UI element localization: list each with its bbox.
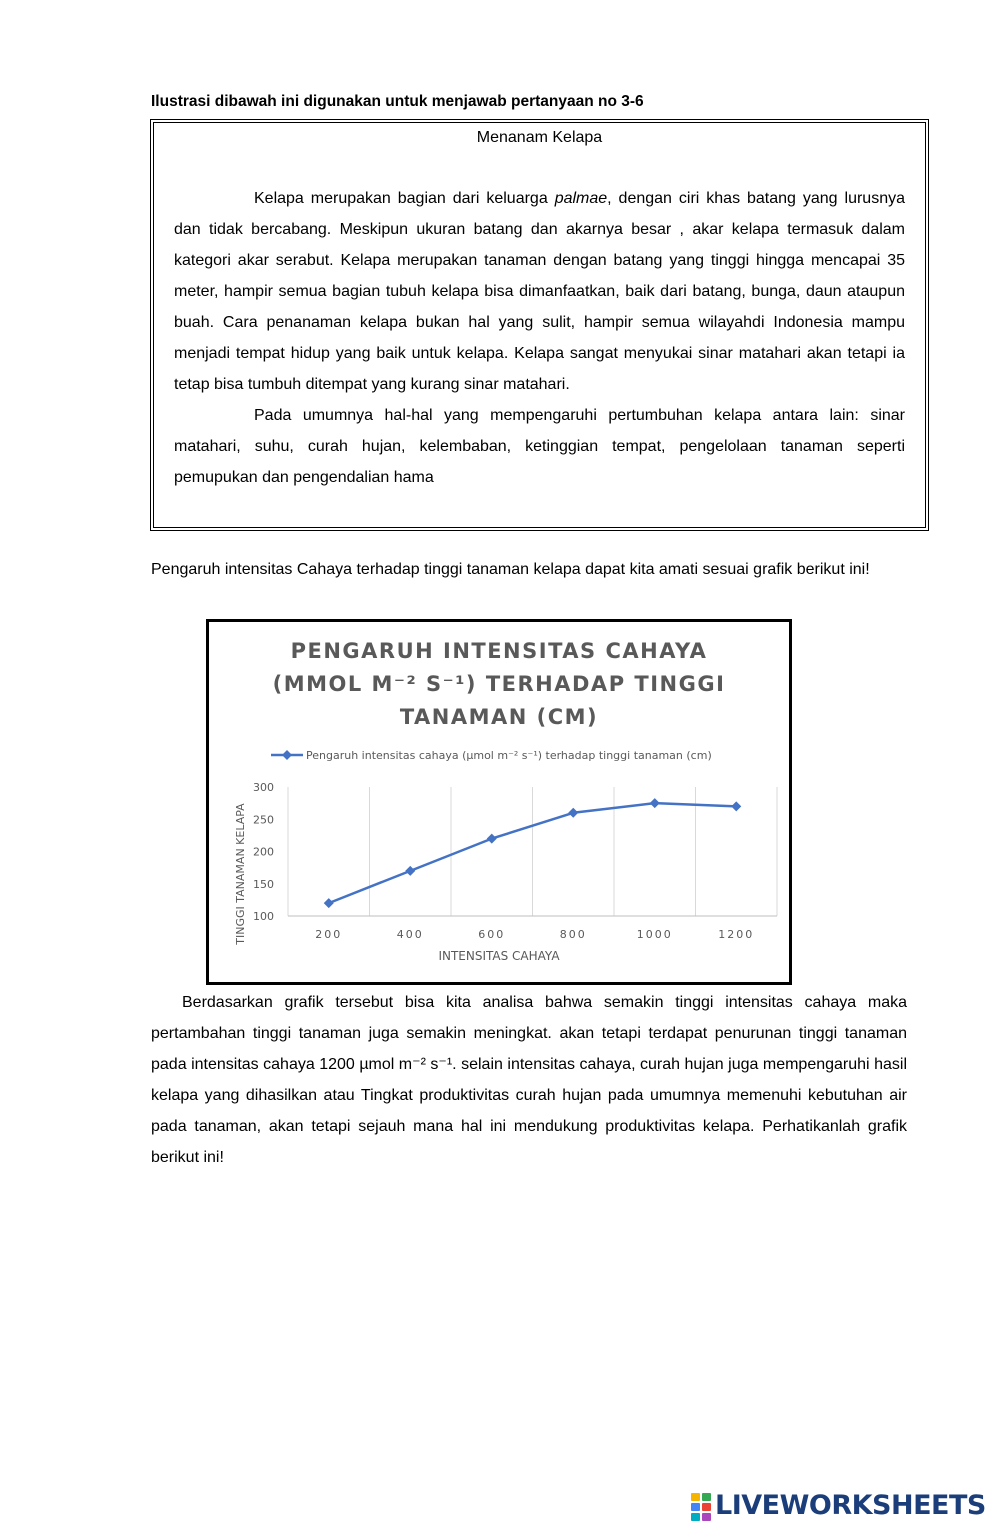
logo-square [691,1513,700,1521]
data-point [650,798,660,808]
analysis-paragraph: Berdasarkan grafik tersebut bisa kita analisa bahwa semakin tinggi intensitas cahaya maka pertambahan tinggi tanaman juga semakin meningkat. akan tetapi terdapat penurunan tinggi tanaman pada intensitas cahaya 1200 µmol m⁻² s⁻¹. selain intensitas cahaya, curah hujan juga mempengaruhi hasil kelapa yang dihasilkan atau Tingkat produktivitas curah hujan pada umumnya memenuhi kebutuhan air pada tanaman, akan tetapi sejauh mana hal ini mendukung produktivitas kelapa. Perhatikanlah grafik berikut ini! [151,994,907,1166]
y-tick-label: 150 [253,877,274,891]
data-point [487,834,497,844]
x-tick-label: 600 [478,928,506,941]
x-tick-label: 1000 [636,928,673,941]
x-axis-title: INTENSITAS CAHAYA [438,949,560,963]
intro-heading: Ilustrasi dibawah ini digunakan untuk menjawab pertanyaan no 3-6 [151,93,644,110]
data-point [568,808,578,818]
logo-square [691,1503,700,1511]
data-point [405,866,415,876]
y-tick-label: 100 [253,910,274,923]
chart-title-line: (MMOL M⁻² S⁻¹) TERHADAP TINGGI [272,672,726,696]
x-tick-label: 1200 [718,928,755,941]
logo-square [691,1493,700,1501]
reading-text: , dengan ciri khas batang yang lurusnya dan tidak bercabang. Meskipun ukuran batang dan akarnya besar , akar kelapa termasuk dalam kategori akar serabut. Kelapa merupakan tanaman dengan batang yang tinggi hingga mencapai 35 meter, hampir semua bagian tubuh kelapa bisa dimanfaatkan, baik dari batang, bunga, daun ataupun buah. Cara penanaman kelapa bukan hal yang sulit, hampir semua wilayahdi Indonesia mampu menjadi tempat hidup yang baik untuk kelapa. Kelapa sangat menyukai sinar matahari akan tetapi ia tetap bisa tumbuh ditempat yang kurang sinar matahari. [174,190,905,393]
y-tick-label: 300 [253,781,274,794]
y-tick-label: 250 [253,813,274,827]
legend-marker [282,750,292,760]
line-chart [209,622,789,982]
x-tick-label: 400 [396,928,424,941]
y-axis-title: TINGGI TANAMAN KELAPA [234,803,247,945]
reading-box [150,119,929,531]
reading-paragraph-2: Pada umumnya hal-hal yang mempengaruhi pertumbuhan kelapa antara lain: sinar matahari, suhu, curah hujan, kelembaban, ketinggian tempat, pengelolaan tanaman seperti pemupukan dan pengendalian hama [174,407,905,486]
chart-intro-paragraph: Pengaruh intensitas Cahaya terhadap tinggi tanaman kelapa dapat kita amati sesuai grafik berikut ini! [151,561,870,578]
chart-title-line: PENGARUH INTENSITAS CAHAYA [290,639,708,663]
x-tick-label: 800 [559,928,587,941]
legend-label: Pengaruh intensitas cahaya (µmol m⁻² s⁻¹) terhadap tinggi tanaman (cm) [306,749,712,762]
x-tick-label: 200 [315,928,343,941]
y-tick-label: 200 [253,845,274,859]
logo-square [702,1493,711,1501]
logo-square [702,1503,711,1511]
logo-icon [691,1493,713,1521]
liveworksheets-logo [691,1490,991,1524]
logo-text: LIVEWORKSHEETS [715,1490,986,1521]
reading-body [174,183,905,493]
reading-title: Menanam Kelapa [476,129,603,146]
chart-title-line: TANAMAN (CM) [399,705,599,729]
reading-text: Kelapa merupakan bagian dari keluarga [254,190,555,207]
chart-container [206,619,792,985]
reading-paragraph-1 [174,183,905,400]
reading-italic-term: palmae [554,190,608,207]
data-point [731,801,741,811]
data-point [324,898,334,908]
logo-square [702,1513,711,1521]
